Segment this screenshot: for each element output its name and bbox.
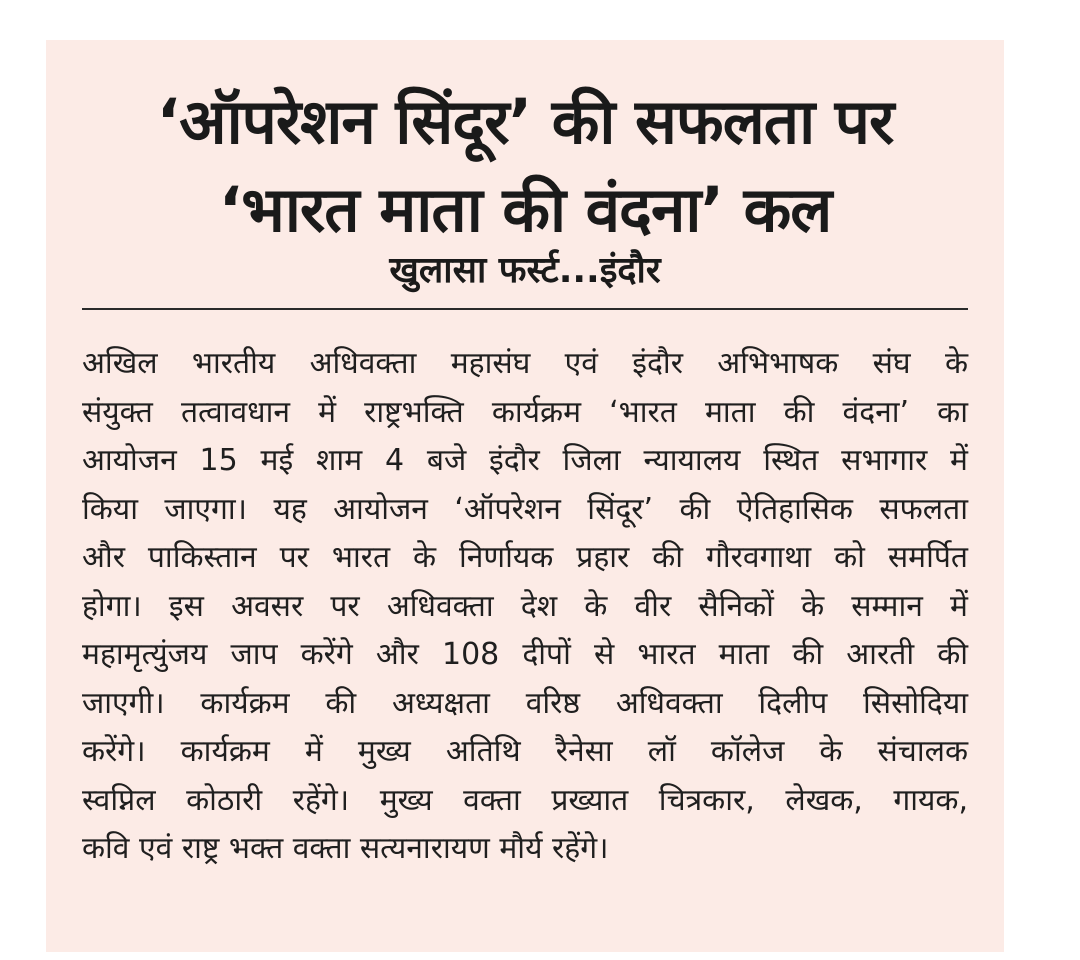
article-body	[82, 340, 968, 874]
body-line: होगा। इस अवसर पर अधिवक्ता देश के वीर सैनिकों के सम्मान में	[82, 588, 968, 624]
body-line: और पाकिस्तान पर भारत के निर्णायक प्रहार की गौरवगाथा को समर्पित	[82, 540, 968, 575]
body-line: आयोजन 15 मई शाम 4 बजे इंदौर जिला न्यायालय स्थित सभागार में	[82, 443, 968, 478]
headline-line-2: ‘भारत माता की वंदना’ कल	[218, 173, 832, 246]
body-line: कवि एवं राष्ट्र भक्त वक्ता सत्यनारायण मौर्य रहेंगे।	[82, 831, 609, 866]
byline: खुलासा फर्स्ट...इंदौर	[389, 250, 661, 291]
body-line: संयुक्त तत्वावधान में राष्ट्रभक्ति कार्यक्रम ‘भारत माता की वंदना’ का	[82, 394, 968, 430]
body-line: करेंगे। कार्यक्रम में मुख्य अतिथि रैनेसा लॉ कॉलेज के संचालक	[82, 734, 968, 769]
news-clipping	[46, 40, 1004, 952]
headline-line-1: ‘ऑपरेशन सिंदूर’ की सफलता पर	[156, 85, 894, 158]
body-line: किया जाएगा। यह आयोजन ‘ऑपरेशन सिंदूर’ की ऐतिहासिक सफलता	[82, 491, 968, 527]
body-line: स्वप्निल कोठारी रहेंगे। मुख्य वक्ता प्रख्यात चित्रकार, लेखक, गायक,	[82, 782, 968, 818]
body-line: जाएगी। कार्यक्रम की अध्यक्षता वरिष्ठ अधिवक्ता दिलीप सिसोदिया	[82, 685, 968, 721]
body-line: महामृत्युंजय जाप करेंगे और 108 दीपों से भारत माता की आरती की	[82, 637, 968, 672]
body-line: अखिल भारतीय अधिवक्ता महासंघ एवं इंदौर अभिभाषक संघ के	[82, 346, 968, 381]
divider-rule	[82, 308, 968, 310]
